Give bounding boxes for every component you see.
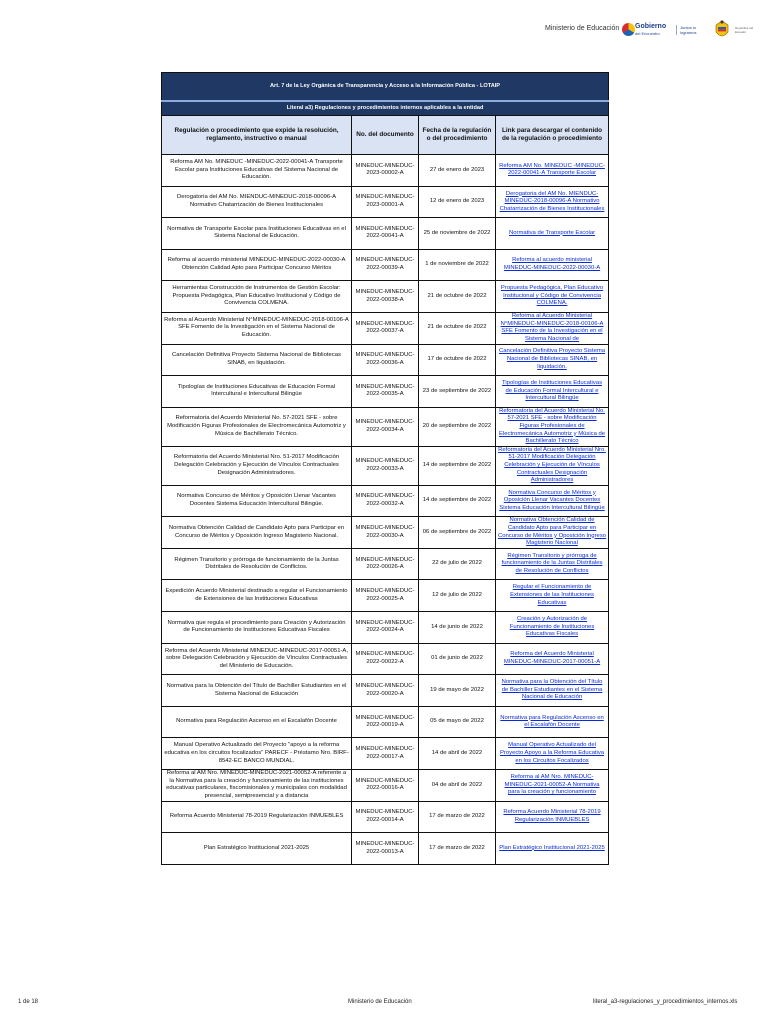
column-header-date: Fecha de la regulación o del procedimiento xyxy=(419,116,496,155)
footer-file-name: literal_a3-regulaciones_y_procedimientos_internos.xls xyxy=(593,999,738,1005)
table-subtitle: Literal a3) Regulaciones y procedimientos internos aplicables a la entidad xyxy=(162,101,609,116)
document-number-cell: MINEDUC-MINEDUC-2022-00035-A xyxy=(352,376,419,408)
date-cell: 22 de julio de 2022 xyxy=(419,548,496,580)
date-cell: 14 de abril de 2022 xyxy=(419,738,496,770)
date-cell: 01 de junio de 2022 xyxy=(419,643,496,675)
table-title: Art. 7 de la Ley Orgánica de Transparencia y Acceso a la Información Pública - LOTAIP xyxy=(162,73,609,102)
date-cell: 12 de enero de 2023 xyxy=(419,186,496,218)
header-ministry-label: Ministerio de Educación xyxy=(545,25,620,32)
document-number-cell: MINEDUC-MINEDUC-2022-00013-A xyxy=(352,833,419,865)
download-link[interactable]: Reformatoria del Acuerdo Ministerial Nro. 51-2017 Modificación Delegación Celebración y Ejecución de Vínculos Contractuales Designación Administradores xyxy=(496,446,609,485)
download-link[interactable]: Normativa de Transporte Escolar xyxy=(496,218,609,250)
table-row xyxy=(162,312,609,344)
download-link[interactable]: Reforma al acuerdo ministerial MINEDUC-MINEDUC-2022-00030-A xyxy=(496,249,609,281)
table-row xyxy=(162,517,609,549)
regulation-name-cell: Normativa de Transporte Escolar para Instituciones Educativas en el Sistema Nacional de Educación. xyxy=(162,218,352,250)
table-row xyxy=(162,580,609,612)
document-number-cell: MINEDUC-MINEDUC-2022-00017-A xyxy=(352,738,419,770)
document-number-cell: MINEDUC-MINEDUC-2023-00001-A xyxy=(352,186,419,218)
regulation-name-cell: Tipologías de Instituciones Educativas de Educación Formal Intercultural e Intercultural Bilingüe xyxy=(162,376,352,408)
date-cell: 20 de septiembre de 2022 xyxy=(419,407,496,446)
regulation-name-cell: Normativa Obtención Calidad de Candidato Apto para Participar en Concurso de Méritos y Oposición Ingreso Magisterio Nacional. xyxy=(162,517,352,549)
gobierno-logo-tagline: Juntos lo logramos xyxy=(676,25,710,35)
download-link[interactable]: Reformatoria del Acuerdo Ministerial No. 57-2021 SFE - sobre Modificación Figuras Profesionales de Electromecánica Automotriz y Música de Bachillerato Técnico xyxy=(496,407,609,446)
table-row xyxy=(162,281,609,313)
ecuador-seal-icon xyxy=(712,19,732,41)
document-number-cell: MINEDUC-MINEDUC-2022-00034-A xyxy=(352,407,419,446)
date-cell: 25 de noviembre de 2022 xyxy=(419,218,496,250)
document-number-cell: MINEDUC-MINEDUC-2022-00016-A xyxy=(352,770,419,802)
date-cell: 17 de octubre de 2022 xyxy=(419,344,496,376)
document-number-cell: MINEDUC-MINEDUC-2022-00033-A xyxy=(352,446,419,485)
date-cell: 14 de septiembre de 2022 xyxy=(419,446,496,485)
download-link[interactable]: Cancelación Definitiva Proyecto Sistema Nacional de Bibliotecas SINAB, en liquidación. xyxy=(496,344,609,376)
download-link[interactable]: Reforma al AM Nro. MINEDUC-MINEDUC-2021-00052-A Normativa para la creación y funcionamiento xyxy=(496,770,609,802)
date-cell: 05 de mayo de 2022 xyxy=(419,706,496,738)
document-number-cell: MINEDUC-MINEDUC-2022-00020-A xyxy=(352,675,419,707)
download-link[interactable]: Tipologías de Instituciones Educativas de Educación Formal Intercultural e Intercultural Bilingüe xyxy=(496,376,609,408)
page-header xyxy=(0,18,768,48)
date-cell: 21 de octubre de 2022 xyxy=(419,281,496,313)
regulation-name-cell: Reforma del Acuerdo Ministerial MINEDUC-MINEDUC-2017-00051-A, sobre Delegación Celebración y Ejecución de Vínculos Contractuales del Ministerio de Educación. xyxy=(162,643,352,675)
gobierno-logo-subtitle: del Encuentro xyxy=(635,31,660,36)
document-number-cell: MINEDUC-MINEDUC-2022-00030-A xyxy=(352,517,419,549)
download-link[interactable]: Regular el Funcionamiento de Extensiones de las Instituciones Educativas xyxy=(496,580,609,612)
regulation-name-cell: Normativa para la Obtención del Título de Bachiller Estudiantes en el Sistema Nacional de Educación xyxy=(162,675,352,707)
column-header-document-number: No. del documento xyxy=(352,116,419,155)
table-row xyxy=(162,155,609,187)
document-number-cell: MINEDUC-MINEDUC-2022-00024-A xyxy=(352,612,419,644)
regulation-name-cell: Manual Operativo Actualizado del Proyecto "apoyo a la reforma educativa en los circuitos focalizados" PARECF - Préstamo Nro. BIRF-8542-EC BANCO MUNDIAL. xyxy=(162,738,352,770)
date-cell: 23 de septiembre de 2022 xyxy=(419,376,496,408)
gobierno-logo xyxy=(622,19,666,47)
download-link[interactable]: Normativa Concurso de Méritos y Oposición Llenar Vacantes Docentes Sistema Educación Intercultural Bilingüe xyxy=(496,485,609,517)
document-number-cell: MINEDUC-MINEDUC-2022-00036-A xyxy=(352,344,419,376)
document-number-cell: MINEDUC-MINEDUC-2022-00032-A xyxy=(352,485,419,517)
date-cell: 1 de noviembre de 2022 xyxy=(419,249,496,281)
download-link[interactable]: Plan Estratégico Institucional 2021-2025 xyxy=(496,833,609,865)
footer-ministry: Ministerio de Educación xyxy=(348,999,412,1005)
table-row xyxy=(162,675,609,707)
regulation-name-cell: Normativa Concurso de Méritos y Oposición Llenar Vacantes Docentes Sistema Educación Intercultural Bilingüe. xyxy=(162,485,352,517)
table-row xyxy=(162,186,609,218)
regulation-name-cell: Herramientas Construcción de Instrumentos de Gestión Escolar: Propuesta Pedagógica, Plan Educativo Institucional y Código de Convivencia COLMENA. xyxy=(162,281,352,313)
gobierno-logo-title: Gobierno xyxy=(635,23,667,30)
column-header-regulation: Regulación o procedimiento que expide la resolución, reglamento, instructivo o manual xyxy=(162,116,352,155)
date-cell: 14 de junio de 2022 xyxy=(419,612,496,644)
regulation-name-cell: Expedición Acuerdo Ministerial destinado a regular el Funcionamiento de Extensiones de las Instituciones Educativas xyxy=(162,580,352,612)
regulation-name-cell: Reformatoria del Acuerdo Ministerial No. 57-2021 SFE - sobre Modificación Figuras Profesionales de Electromecánica Automotriz y Música de Bachillerato Técnico. xyxy=(162,407,352,446)
regulation-name-cell: Reforma Acuerdo Ministerial 78-2019 Regularización INMUEBLES xyxy=(162,801,352,833)
regulations-table xyxy=(161,72,609,865)
date-cell: 12 de julio de 2022 xyxy=(419,580,496,612)
date-cell: 14 de septiembre de 2022 xyxy=(419,485,496,517)
regulation-name-cell: Reforma al Acuerdo Ministerial N°MINEDUC-MINEDUC-2018-00106-A SFE Fomento de la Investigación en el Sistema Nacional de Educación. xyxy=(162,312,352,344)
regulation-name-cell: Reforma al acuerdo ministerial MINEDUC-MINEDUC-2022-00030-A Obtención Calidad Apto para Participar Concurso Méritos xyxy=(162,249,352,281)
download-link[interactable]: Reforma al Acuerdo Ministerial N°MINEDUC-MINEDUC-2018-00106-A SFE Fomento de la Investigación en el Sistema Nacional de xyxy=(496,312,609,344)
regulation-name-cell: Reforma AM No. MINEDUC -MINEDUC-2022-00041-A Transporte Escolar para Instituciones Educativas del Sistema Nacional de Educación. xyxy=(162,155,352,187)
regulation-name-cell: Normativa para Regulación Ascenso en el Escalafón Docente xyxy=(162,706,352,738)
table-row xyxy=(162,706,609,738)
table-row xyxy=(162,833,609,865)
download-link[interactable]: Normativa para Regulación Ascenso en el Escalafón Docente xyxy=(496,706,609,738)
download-link[interactable]: Régimen Transitorio y prórroga de funcionamiento de la Juntas Distritales de Resolución de Conflictos xyxy=(496,548,609,580)
regulation-name-cell: Cancelación Definitiva Proyecto Sistema Nacional de Bibliotecas SINAB, en liquidación. xyxy=(162,344,352,376)
document-number-cell: MINEDUC-MINEDUC-2022-00014-A xyxy=(352,801,419,833)
table-row xyxy=(162,548,609,580)
document-number-cell: MINEDUC-MINEDUC-2022-00041-A xyxy=(352,218,419,250)
table-row xyxy=(162,485,609,517)
download-link[interactable]: Derogatoria del AM No. MIENDUC-MINEDUC-2018-00096-A Normativo Chatarrización de Bienes Institucionales xyxy=(496,186,609,218)
footer-page-number: 1 de 18 xyxy=(18,999,39,1005)
regulation-name-cell: Reformatoria del Acuerdo Ministerial Nro. 51-2017 Modificación Delegación Celebración y Ejecución de Vínculos Contractuales Designación Administradores. xyxy=(162,446,352,485)
download-link[interactable]: Normativa para la Obtención del Título de Bachiller Estudiantes en el Sistema Nacional de Educación xyxy=(496,675,609,707)
document-number-cell: MINEDUC-MINEDUC-2022-00025-A xyxy=(352,580,419,612)
download-link[interactable]: Reforma Acuerdo Ministerial 78-2019 Regularización INMUEBLES xyxy=(496,801,609,833)
regulation-name-cell: Plan Estratégico Institucional 2021-2025 xyxy=(162,833,352,865)
download-link[interactable]: Manual Operativo Actualizado del Proyecto Apoyo a la Reforma Educativa en los Circuitos Focalizados xyxy=(496,738,609,770)
download-link[interactable]: Reforma AM No. MINEDUC -MINEDUC-2022-00041-A Transporte Escolar xyxy=(496,155,609,187)
table-row xyxy=(162,344,609,376)
column-header-download-link: Link para descargar el contenido de la regulación o procedimiento xyxy=(496,116,609,155)
document-number-cell: MINEDUC-MINEDUC-2022-00022-A xyxy=(352,643,419,675)
document-number-cell: MINEDUC-MINEDUC-2022-00038-A xyxy=(352,281,419,313)
table-row xyxy=(162,407,609,446)
table-row xyxy=(162,376,609,408)
regulation-name-cell: Reforma al AM Nro. MINEDUC-MINEDUC-2021-00052-A referente a la Normativa para la creación y funcionamiento de las instituciones educativas particulares, fiscomisionales y municipales con modalidad presencial, semipresencial y a distancia xyxy=(162,770,352,802)
date-cell: 27 de enero de 2023 xyxy=(419,155,496,187)
table-row xyxy=(162,738,609,770)
table-row xyxy=(162,218,609,250)
table-row xyxy=(162,770,609,802)
download-link[interactable]: Propuesta Pedagógica, Plan Educativo Institucional y Código de Convivencia COLMENA. xyxy=(496,281,609,313)
document-number-cell: MINEDUC-MINEDUC-2023-00002-A xyxy=(352,155,419,187)
regulation-name-cell: Derogatoria del AM No. MIENDUC-MINEDUC-2018-00096-A Normativo Chatarrización de Bienes Institucionales xyxy=(162,186,352,218)
date-cell: 04 de abril de 2022 xyxy=(419,770,496,802)
seal-label: República del Ecuador xyxy=(735,26,754,34)
gobierno-logo-icon xyxy=(622,23,635,36)
date-cell: 19 de mayo de 2022 xyxy=(419,675,496,707)
download-link[interactable]: Creación y Autorización de Funcionamiento de Instituciones Educativas Fiscales xyxy=(496,612,609,644)
regulation-name-cell: Régimen Transitorio y prórroga de funcionamiento de la Juntas Distritales de Resolución de Conflictos. xyxy=(162,548,352,580)
download-link[interactable]: Normativa Obtención Calidad de Candidato Apto para Participar en Concurso de Méritos y Oposición Ingreso Magisterio Nacional xyxy=(496,517,609,549)
regulation-name-cell: Normativa que regula el procedimiento para Creación y Autorización de Funcionamiento de Instituciones Educativas Fiscales xyxy=(162,612,352,644)
table-body xyxy=(162,155,609,865)
document-number-cell: MINEDUC-MINEDUC-2022-00026-A xyxy=(352,548,419,580)
table-row xyxy=(162,801,609,833)
table-row xyxy=(162,249,609,281)
table-row xyxy=(162,643,609,675)
date-cell: 21 de octubre de 2022 xyxy=(419,312,496,344)
date-cell: 17 de marzo de 2022 xyxy=(419,833,496,865)
table-row xyxy=(162,612,609,644)
table-row xyxy=(162,446,609,485)
document-number-cell: MINEDUC-MINEDUC-2022-00037-A xyxy=(352,312,419,344)
document-number-cell: MINEDUC-MINEDUC-2022-00019-A xyxy=(352,706,419,738)
date-cell: 17 de marzo de 2022 xyxy=(419,801,496,833)
download-link[interactable]: Reforma del Acuerdo Ministerial MINEDUC-MINEDUC-2017-00051-A xyxy=(496,643,609,675)
document-number-cell: MINEDUC-MINEDUC-2022-00039-A xyxy=(352,249,419,281)
date-cell: 06 de septiembre de 2022 xyxy=(419,517,496,549)
